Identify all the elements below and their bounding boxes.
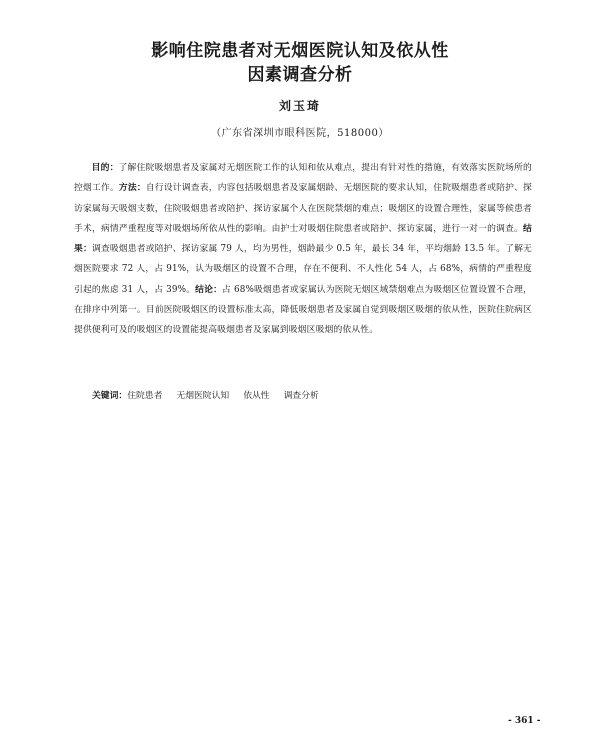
- keyword: 调查分析: [283, 391, 319, 401]
- paper-title-line-1: 影响住院患者对无烟医院认知及依从性: [151, 41, 449, 61]
- conclusion-text: 占 68%吸烟患者或家属认为医院无烟区域禁烟难点为吸烟区位置设置不合理，在排序中列第一。目前医院吸烟区的设置标准太高，降低吸烟患者及家属自觉到吸烟区吸烟的依从性，医院住院病区提供便利可及的吸烟区的设置能提高吸烟患者及家属到吸烟区吸烟的依从性。: [74, 284, 532, 336]
- methods-text: 自行设计调查表，内容包括吸烟患者及家属烟龄、无烟医院的要求认知，住院吸烟患者或陪护、探访家属每天吸烟支数，住院吸烟患者或陪护、探访家属个人在医院禁烟的难点；吸烟区的设置合理性，家属等候患者手术，病情严重程度等对吸烟场所依从性的影响。由护士对吸烟住院患者或陪护、探访家属，进行一对一的调查。: [74, 183, 532, 234]
- author-affiliation: （广东省深圳市眼科医院，518000）: [211, 128, 389, 139]
- conclusion-label: 结论：: [195, 284, 223, 295]
- results-text: 调查吸烟患者或陪护、探访家属 79 人，均为男性，烟龄最少 0.5 年，最长 34 年，平均烟龄 13.5 年。了解无烟医院要求 72 人，占 91%，认为吸烟区的设置不合理，存在不便利、不人性化 54 人，占 68%，病情的严重程度引起的焦虑 31 人，占 39%。: [74, 244, 532, 295]
- keyword: 依从性: [243, 391, 270, 401]
- keywords-label: 关键词：: [92, 391, 128, 401]
- keyword: 住院患者: [127, 391, 163, 401]
- keywords-line: [92, 386, 333, 406]
- abstract: [74, 158, 532, 341]
- results-label: 结果：: [74, 223, 532, 255]
- objective-label: 目的：: [91, 163, 119, 173]
- keyword: 无烟医院认知: [176, 391, 230, 401]
- methods-label: 方法：: [118, 183, 146, 194]
- objective-text: 了解住院吸烟患者及家属对无烟医院工作的认知和依从难点，提出有针对性的措施，有效落实医院场所的控烟工作。: [74, 163, 532, 194]
- author-name: 刘玉琦: [278, 99, 321, 113]
- paper-title-line-2: 因素调查分析: [247, 65, 353, 85]
- page-number: - 361 -: [508, 716, 541, 726]
